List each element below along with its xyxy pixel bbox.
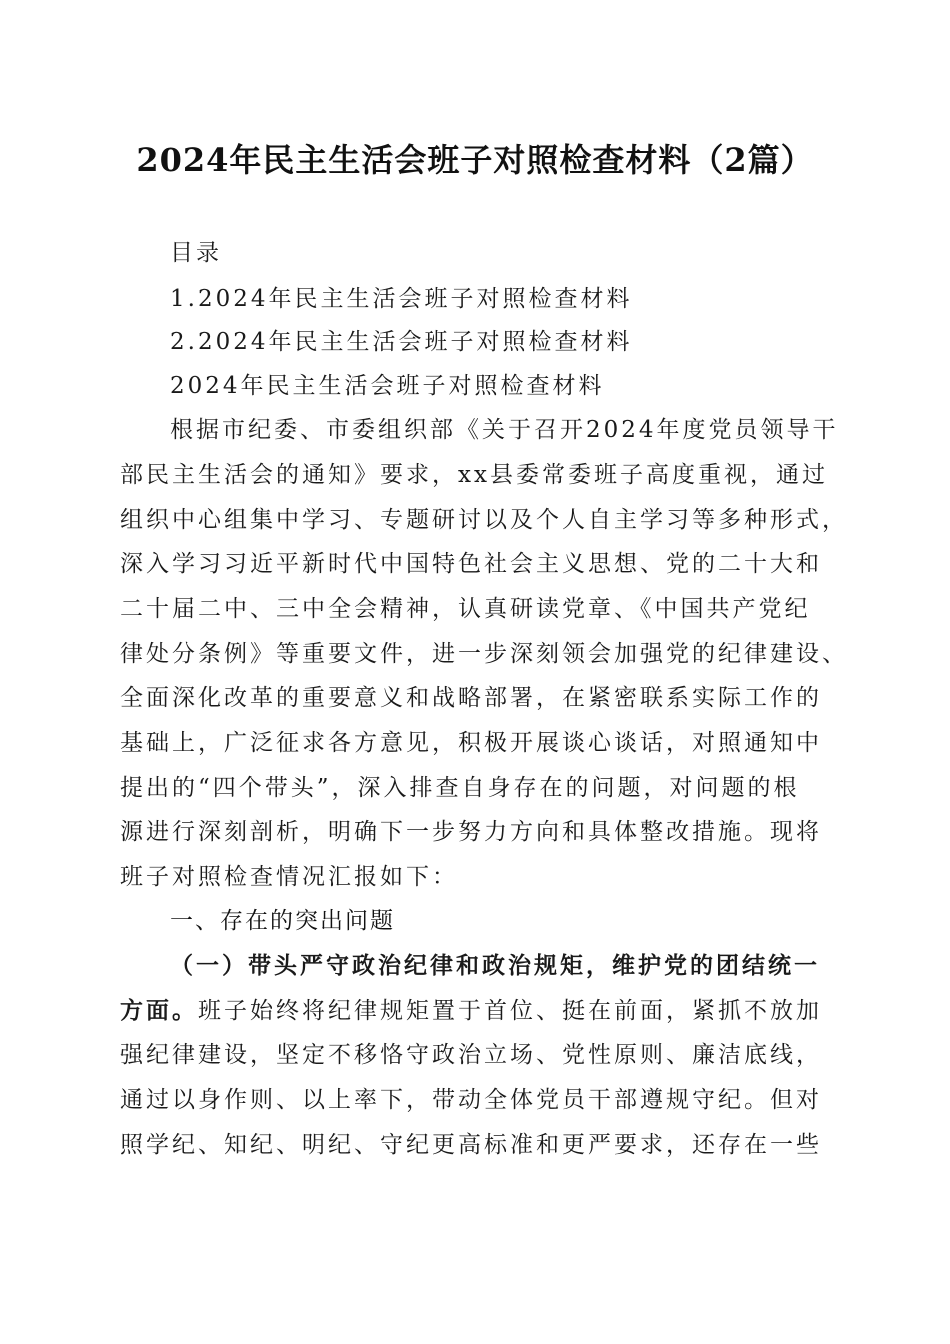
toc-item-2: 2.2024年民主生活会班子对照检查材料 xyxy=(170,329,633,355)
intro-line-11: 班子对照检查情况汇报如下： xyxy=(120,864,458,890)
document-title: 2024年民主生活会班子对照检查材料（2篇） xyxy=(136,141,814,179)
subsection-heading-tail: 方面。 xyxy=(120,997,198,1024)
section-heading: 一、存在的突出问题 xyxy=(170,908,395,934)
intro-line-6: 律处分条例》等重要文件，进一步深刻领会加强党的纪律建设、 xyxy=(120,641,848,667)
intro-line-3: 组织中心组集中学习、专题研讨以及个人自主学习等多种形式， xyxy=(120,507,848,533)
intro-line-4: 深入学习习近平新时代中国特色社会主义思想、党的二十大和 xyxy=(120,551,822,577)
intro-line-9: 提出的“四个带头”，深入排查自身存在的问题，对问题的根 xyxy=(120,775,800,801)
intro-line-5: 二十届二中、三中全会精神，认真研读党章、《中国共产党纪 xyxy=(120,596,811,622)
intro-line-8: 基础上，广泛征求各方意见，积极开展谈心谈话，对照通知中 xyxy=(120,730,822,756)
subsection-body-start: 班子始终将纪律规矩置于首位、挺在前面，紧抓不放加 xyxy=(198,998,822,1024)
article-title: 2024年民主生活会班子对照检查材料 xyxy=(170,373,605,399)
subsection-heading-line-1: （一）带头严守政治纪律和政治规矩，维护党的团结统一 xyxy=(170,952,820,979)
intro-line-10: 源进行深刻剖析，明确下一步努力方向和具体整改措施。现将 xyxy=(120,819,822,845)
intro-line-2: 部民主生活会的通知》要求，xx县委常委班子高度重视，通过 xyxy=(120,462,828,488)
subsection-line-2 xyxy=(120,996,822,1026)
subsection-line-4: 通过以身作则、以上率下，带动全体党员干部遵规守纪。但对 xyxy=(120,1087,822,1113)
intro-line-7: 全面深化改革的重要意义和战略部署，在紧密联系实际工作的 xyxy=(120,685,822,711)
subsection-line-3: 强纪律建设，坚定不移恪守政治立场、党性原则、廉洁底线， xyxy=(120,1042,822,1068)
toc-item-1: 1.2024年民主生活会班子对照检查材料 xyxy=(170,286,633,312)
toc-heading: 目录 xyxy=(170,240,222,266)
subsection-line-5: 照学纪、知纪、明纪、守纪更高标准和更严要求，还存在一些 xyxy=(120,1132,822,1158)
intro-line-1: 根据市纪委、市委组织部《关于召开2024年度党员领导干 xyxy=(170,417,839,443)
